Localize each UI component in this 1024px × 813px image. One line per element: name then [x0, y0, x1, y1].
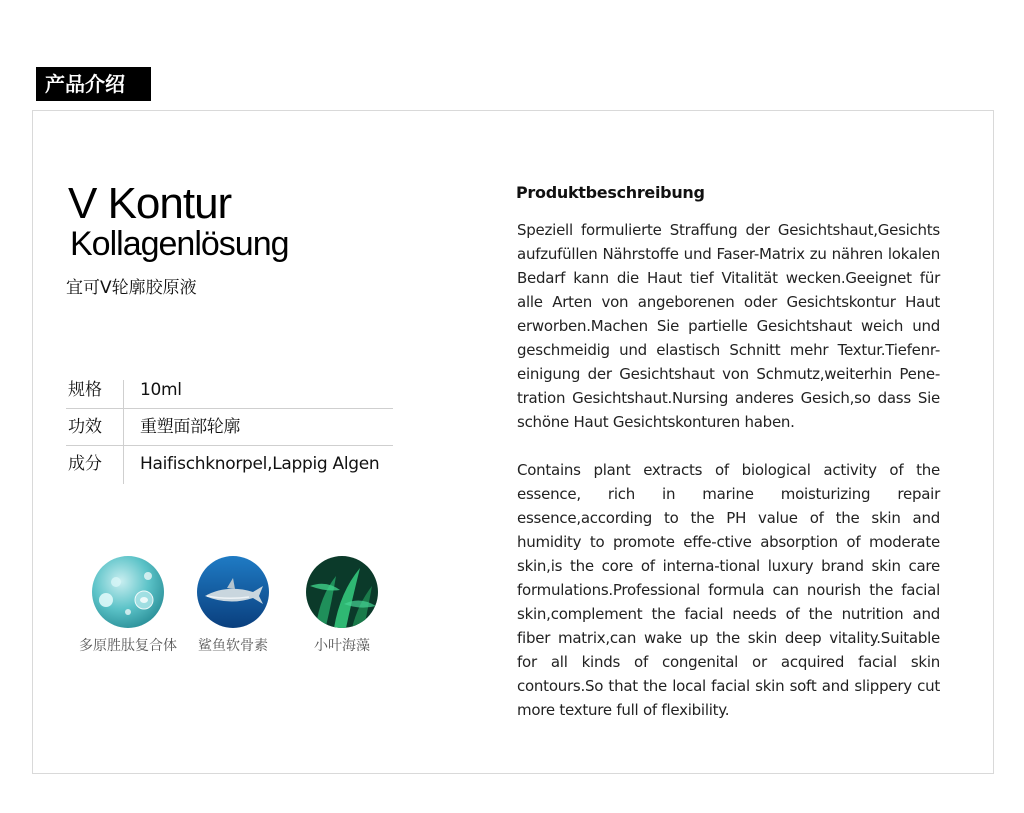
ingredient-item [302, 556, 382, 656]
product-title: V Kontur [68, 179, 232, 228]
description-german: Speziell formulierte Straffung der Gesichtshaut,Gesichts aufzufüllen Nährstoffe und Faser-Matrix zu nähren lokalen Bedarf kann die Haut tief Vitalität wecken.Geeignet für alle Arten von angeborenen oder Gesichtskontur Haut erworben.Machen Sie partielle Gesichtshaut weich und geschmeidig und elastisch Schnitt mehr Textur.Tiefenr-einigung der Gesichtshaut von Schmutz,weiterhin Pene-tration Gesichtshaut.Nursing anderes Gesich,so dass Sie schöne Haut Gesichtskonturen haben. [517, 221, 940, 431]
spec-row-effect [66, 409, 393, 446]
spec-table [66, 372, 393, 482]
collagen-droplet-image [92, 556, 164, 628]
spec-row-size [66, 372, 393, 409]
ingredient-caption: 多原胜肽复合体 [79, 638, 177, 654]
ingredient-item [188, 556, 278, 656]
ingredient-caption: 鲨鱼软骨素 [198, 638, 268, 654]
ingredient-item [66, 556, 190, 656]
section-tag: 产品介绍 [36, 67, 151, 101]
seaweed-image [306, 556, 378, 628]
spec-value: 10ml [140, 380, 182, 400]
spec-label: 功效 [68, 417, 102, 437]
spec-label: 规格 [68, 380, 102, 400]
spec-label: 成分 [68, 454, 102, 474]
spec-row-ingredients [66, 446, 393, 482]
ingredient-list [66, 556, 396, 666]
ingredient-caption: 小叶海藻 [314, 638, 370, 654]
shark-image [197, 556, 269, 628]
description-english: Contains plant extracts of biological activity of the essence, rich in marine moisturizing repair essence,according to the PH value of the skin and humidity to promote effe-ctive absorption of moderate skin,is the core of interna-tional luxury brand skin care formulations.Professional formula can nourish the facial skin,complement the facial needs of the nutrition and fiber matrix,can wake up the skin deep vitality.Suitable for all kinds of congenital or acquired facial skin contours.So that the local facial skin soft and slippery cut more texture full of flexibility. [517, 461, 940, 719]
product-subtitle: Kollagenlösung [70, 225, 289, 263]
spec-value: 重塑面部轮廓 [140, 417, 241, 437]
product-chinese-name: 宜可V轮廓胶原液 [66, 278, 197, 298]
spec-value: Haifischknorpel,Lappig Algen [140, 454, 380, 474]
description-heading: Produktbeschreibung [516, 183, 705, 202]
